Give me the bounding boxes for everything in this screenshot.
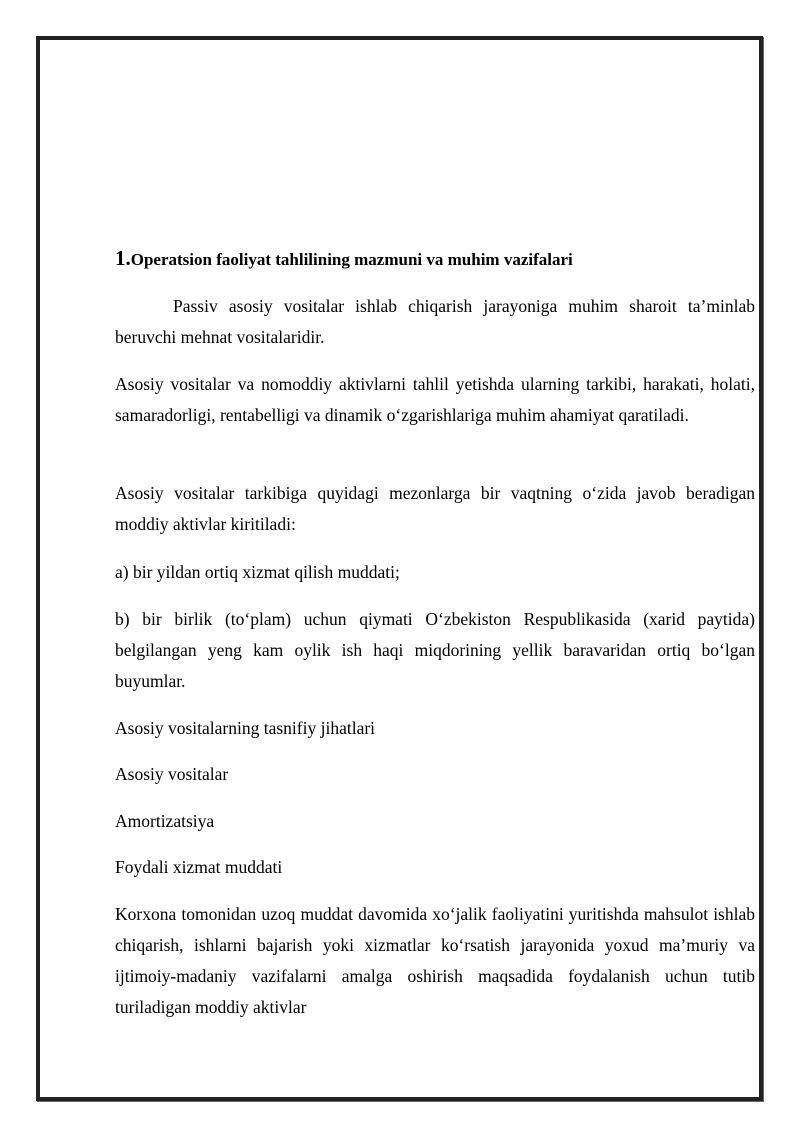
- section-heading: [115, 246, 573, 271]
- term-useful-life: Foydali xizmat muddati: [115, 857, 283, 877]
- term-fixed-assets: Asosiy vositalar: [115, 764, 229, 784]
- paragraph-passive-assets: Passiv asosiy vositalar ishlab chiqarish jarayoniga muhim sharoit ta’minlab beruvchi mehnat vositalaridir.: [115, 296, 755, 347]
- classification-heading: Asosiy vositalarning tasnifiy jihatlari: [115, 718, 376, 738]
- criteria-item-b: b) bir birlik (to‘plam) uchun qiymati O‘zbekiston Respublikasida (xarid paytida) belgilangan yeng kam oylik ish haqi miqdorining yellik baravaridan ortiq bo‘lgan buyumlar.: [115, 609, 755, 691]
- paragraph-criteria-intro: Asosiy vositalar tarkibiga quyidagi mezonlarga bir vaqtning o‘zida javob beradigan moddiy aktivlar kiritiladi:: [115, 483, 755, 534]
- term-amortization: Amortizatsiya: [115, 811, 215, 831]
- paragraph-definition: Korxona tomonidan uzoq muddat davomida xo‘jalik faoliyatini yuritishda mahsulot ishlab chiqarish, ishlarni bajarish yoki xizmatlar ko‘rsatish jarayonida yoxud ma’muriy va ijtimoiy-madaniy vazifalarni amalga oshirish maqsadida foydalanish uchun tutib turiladigan moddiy aktivlar: [115, 904, 755, 1017]
- criteria-item-a: a) bir yildan ortiq xizmat qilish muddati;: [115, 562, 400, 582]
- heading-number: 1.: [115, 246, 131, 270]
- paragraph-analysis: Asosiy vositalar va nomoddiy aktivlarni tahlil yetishda ularning tarkibi, harakati, holati, samaradorligi, rentabelligi va dinamik o‘zgarishlariga muhim ahamiyat qaratiladi.: [115, 374, 755, 425]
- heading-text: Operatsion faoliyat tahlilining mazmuni va muhim vazifalari: [130, 250, 573, 269]
